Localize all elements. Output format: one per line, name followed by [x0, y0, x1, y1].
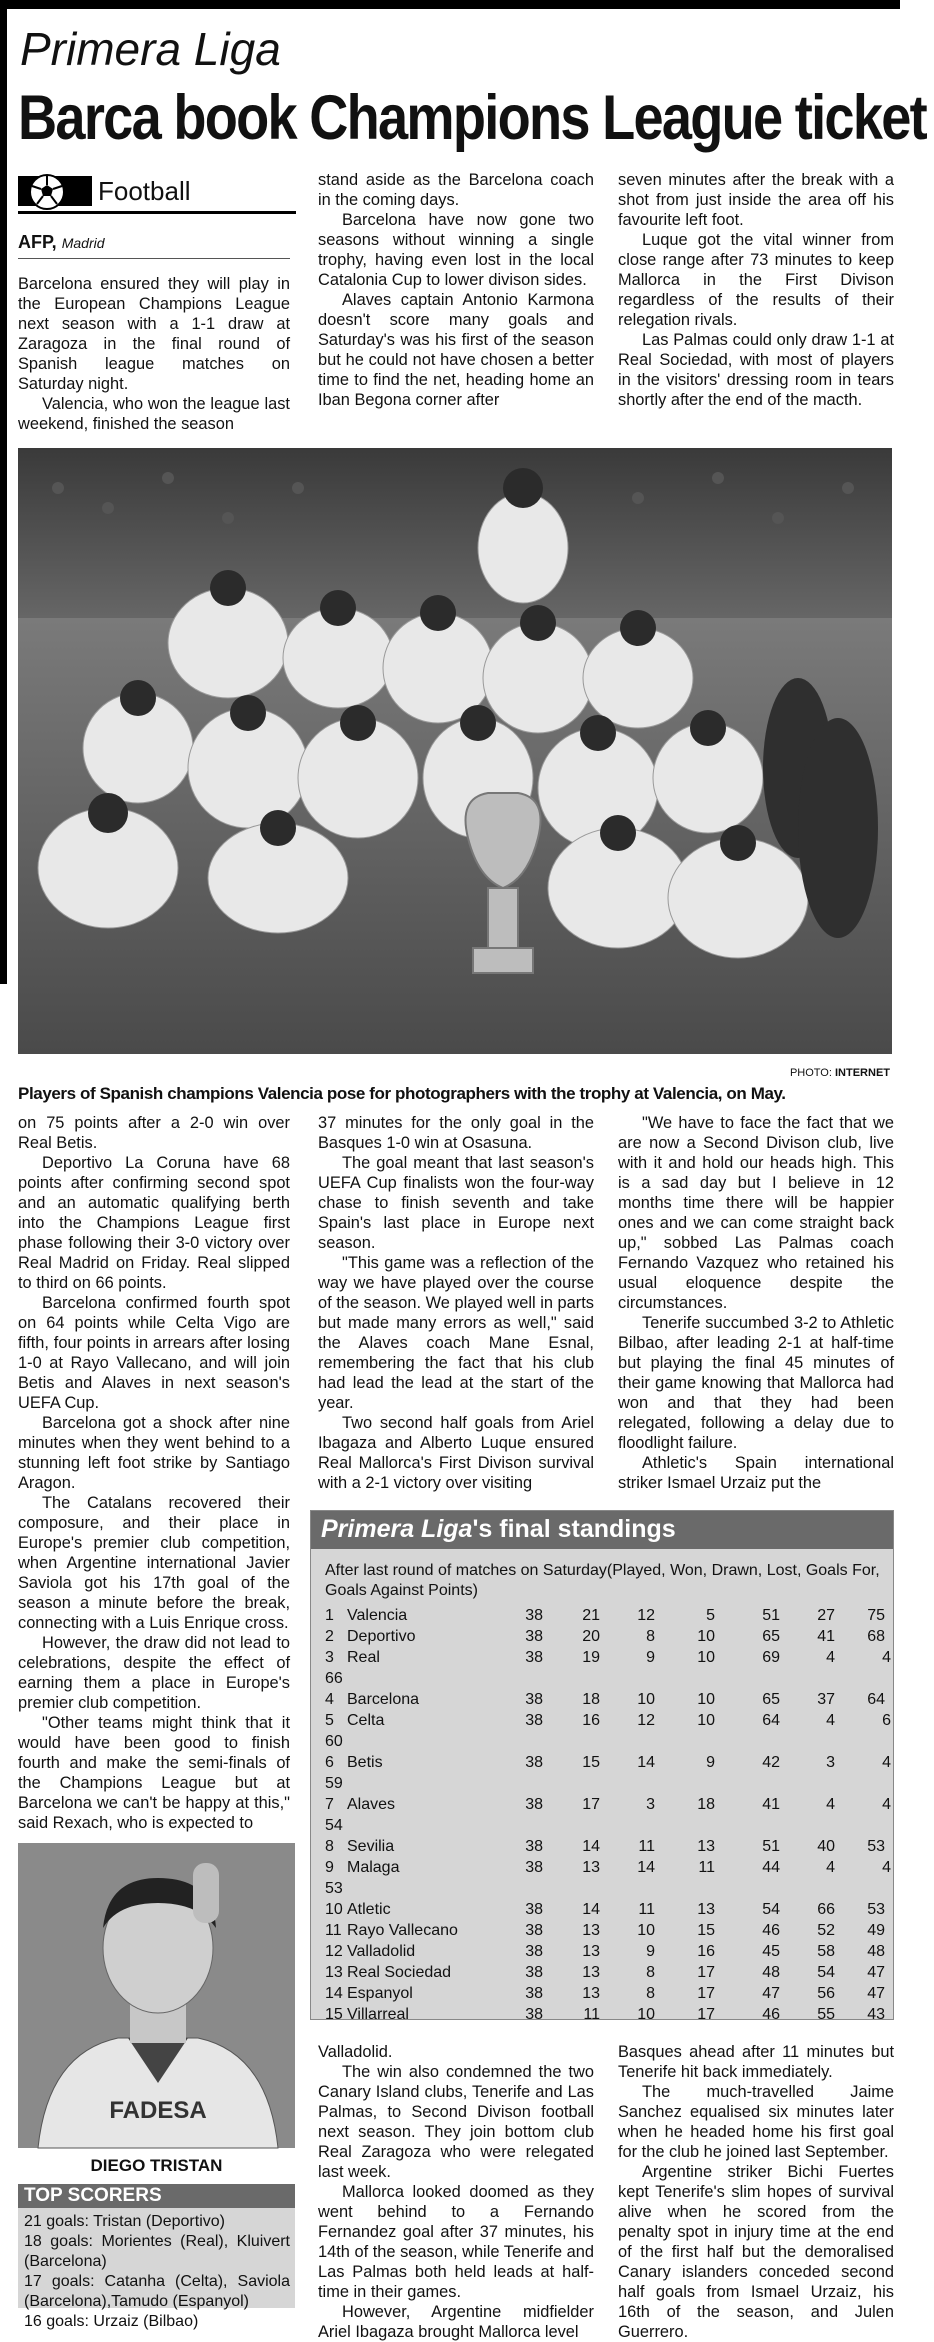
standings-cell-ga: 4 — [826, 1712, 835, 1729]
column-8 — [618, 2042, 894, 2342]
standings-cell-p: 38 — [525, 2006, 543, 2023]
paragraph: However, Argentine midfielder Ariel Ibagaza brought Mallorca level — [318, 2303, 594, 2341]
standings-cell-team: Malaga — [347, 1859, 400, 1876]
standings-cell-l: 15 — [697, 1922, 715, 1939]
team-photo-illustration — [18, 448, 892, 1054]
standings-cell-gf: 64 — [762, 1712, 780, 1729]
standings-cell-gf: 42 — [762, 1754, 780, 1771]
standings-cell-d: 10 — [637, 1922, 655, 1939]
standings-cell-gf: 41 — [762, 1796, 780, 1813]
standings-cell-d: 8 — [646, 1628, 655, 1645]
byline-rule — [18, 258, 290, 259]
paragraph: 37 minutes for the only goal in the Basques 1-0 win at Osasuna. — [318, 1114, 594, 1152]
standings-cell-team: Celta — [347, 1712, 385, 1729]
standings-row — [325, 1922, 891, 1942]
standings-cell-ga: 58 — [817, 1943, 835, 1960]
standings-cell-gf2: 4 — [882, 1754, 891, 1771]
standings-cell-l: 11 — [698, 1859, 715, 1876]
paragraph: Barcelona ensured they will play in the European Champions League next season with a 1-1 draw at Zaragoza in the final round of Spanish league matches on Saturday night. — [18, 275, 290, 393]
standings-row-wrap — [325, 1775, 891, 1795]
standings-cell-gf: 54 — [762, 1901, 780, 1918]
paragraph: "We have to face the fact that we are now a Second Divison club, live with it and hold our heads high. This is a sad day but I believe in 12 months time there will be happier ones and we can come straight back up," sobbed Las Palmas coach Fernando Vazquez who retained his usual eloquence despite the circumstances. — [618, 1114, 894, 1312]
standings-cell-p: 38 — [525, 1838, 543, 1855]
standings-cell-ga: 54 — [817, 1964, 835, 1981]
standings-cell-p: 38 — [525, 1859, 543, 1876]
standings-cell-gf: 45 — [762, 1943, 780, 1960]
standings-cell-gf: 69 — [762, 1649, 780, 1666]
paragraph: seven minutes after the break with a shot from just inside the area off his favourite left foot. — [618, 171, 894, 229]
standings-cell-w: 19 — [582, 1649, 600, 1666]
standings-cell-w: 14 — [582, 1901, 600, 1918]
paragraph: Alaves captain Antonio Karmona doesn't score many goals and Saturday's was his first of the season but he could not have chosen a better time to find the net, heading home an Iban Begona corner after — [318, 291, 594, 409]
standings-cell-gf: 46 — [762, 2006, 780, 2023]
paragraph: on 75 points after a 2-0 win over Real Betis. — [18, 1114, 290, 1152]
standings-row — [325, 1985, 891, 2005]
standings-cell-team: Rayo Vallecano — [347, 1922, 458, 1939]
standings-cell-d: 14 — [637, 1859, 655, 1876]
standings-cell-w: 13 — [582, 1964, 600, 1981]
column-4 — [18, 1113, 290, 1833]
standings-cell-w: 13 — [582, 1943, 600, 1960]
standings-cell-ga: 41 — [817, 1628, 835, 1645]
standings-cell-p: 38 — [525, 1607, 543, 1624]
paragraph: Basques ahead after 11 minutes but Tenerife hit back immediately. — [618, 2043, 894, 2081]
standings-row-wrap — [325, 1880, 891, 1900]
paragraph: Valladolid. — [318, 2043, 393, 2061]
standings-cell-pts: 53 — [867, 1838, 885, 1855]
standings-cell-d: 9 — [646, 1649, 655, 1666]
photo-caption: Players of Spanish champions Valencia pose for photographers with the trophy at Valencia, on May. — [18, 1084, 786, 1103]
standings-cell-ga: 40 — [817, 1838, 835, 1855]
standings-row — [325, 1628, 891, 1648]
standings-cell-pts: 43 — [867, 2006, 885, 2023]
paragraph: The Catalans recovered their composure, and their place in Europe's premier club competition, when Argentine international Javier Saviola got his 17th goal of the season a minute before the break, connecting with a Luis Enrique cross. — [18, 1494, 290, 1632]
standings-cell-ga: 37 — [817, 1691, 835, 1708]
standings-row — [325, 1712, 891, 1732]
football-icon — [20, 172, 66, 212]
standings-cell-p: 38 — [525, 1985, 543, 2002]
paragraph: Luque got the vital winner from close range after 73 minutes to keep Mallorca in the First Divison regardless of the results of their relegation rivals. — [618, 231, 894, 329]
standings-cell-d: 8 — [646, 1964, 655, 1981]
standings-cell-gf: 46 — [762, 1922, 780, 1939]
standings-cell-team: Real Sociedad — [347, 1964, 452, 1981]
standings-cell-pos: 11 — [325, 1922, 342, 1939]
standings-cell-gf2: 4 — [882, 1649, 891, 1666]
standings-cell-pos: 7 — [325, 1796, 334, 1813]
paragraph: Deportivo La Coruna have 68 points after confirming second spot and an automatic qualifying berth into the Champions League first phase following their 3-0 victory over Real Madrid on Friday. Real slipped to third on 66 points. — [18, 1154, 290, 1292]
column-7 — [318, 2042, 594, 2342]
standings-cell-pts: 54 — [325, 1817, 343, 1834]
column-5 — [318, 1113, 594, 1493]
standings-row-wrap — [325, 1733, 891, 1753]
standings-row — [325, 1943, 891, 1963]
standings-cell-d: 12 — [637, 1712, 655, 1729]
standings-cell-d: 3 — [646, 1796, 655, 1813]
standings-cell-pos: 5 — [325, 1712, 334, 1729]
standings-title-italic: Primera Liga — [321, 1515, 473, 1543]
standings-cell-ga: 4 — [826, 1649, 835, 1666]
standings-cell-w: 17 — [582, 1796, 600, 1813]
standings-cell-w: 15 — [582, 1754, 600, 1771]
standings-cell-d: 10 — [637, 1691, 655, 1708]
shirt-sponsor-text: FADESA — [109, 2097, 207, 2124]
standings-cell-l: 17 — [697, 1964, 715, 1981]
standings-cell-pts: 47 — [867, 1985, 885, 2002]
player-portrait — [18, 1843, 295, 2148]
standings-cell-d: 8 — [646, 1985, 655, 2002]
standings-cell-gf: 48 — [762, 1964, 780, 1981]
top-rule — [0, 0, 900, 9]
player-portrait-illustration — [18, 1843, 295, 2148]
paragraph: Barcelona got a shock after nine minutes when they went behind to a stunning left foot strike by Santiago Aragon. — [18, 1414, 290, 1492]
photo-credit — [790, 1067, 890, 1079]
paragraph: "This game was a reflection of the way we have played over the course of the season. We played well in parts but made many errors as well," said the Alaves coach Mane Esnal, remembering the fact that his club had lead the lead at the start of the year. — [318, 1254, 594, 1412]
standings-cell-d: 12 — [637, 1607, 655, 1624]
standings-cell-team: Betis — [347, 1754, 383, 1771]
paragraph: Athletic's Spain international striker Ismael Urzaiz put the — [618, 1454, 894, 1492]
standings-row — [325, 1754, 891, 1774]
standings-cell-team: Villarreal — [347, 2006, 409, 2023]
paragraph: Valencia, who won the league last weekend, finished the season — [18, 395, 290, 433]
standings-cell-ga: 56 — [817, 1985, 835, 2002]
scorer-line: 16 goals: Urzaiz (Bilbao) — [24, 2313, 199, 2330]
standings-cell-pts: 47 — [867, 1964, 885, 1981]
standings-cell-pos: 3 — [325, 1649, 334, 1666]
standings-cell-pts: 53 — [867, 1901, 885, 1918]
paragraph: Two second half goals from Ariel Ibagaza and Alberto Luque ensured Real Mallorca's First Divison survival with a 2-1 victory over visiting — [318, 1414, 594, 1492]
standings-cell-l: 5 — [706, 1607, 715, 1624]
standings-cell-ga: 55 — [817, 2006, 835, 2023]
standings-cell-team: Espanyol — [347, 1985, 413, 2002]
standings-cell-team: Valladolid — [347, 1943, 416, 1960]
standings-cell-d: 11 — [638, 1838, 655, 1855]
standings-cell-pts: 64 — [867, 1691, 885, 1708]
scorer-line: 21 goals: Tristan (Deportivo) — [24, 2213, 225, 2230]
standings-cell-ga: 4 — [826, 1796, 835, 1813]
standings-cell-gf2: 4 — [882, 1859, 891, 1876]
scorer-line: 17 goals: Catanha (Celta), Saviola (Barcelona),Tamudo (Espanyol) — [24, 2273, 290, 2310]
standings-cell-team: Atletic — [347, 1901, 391, 1918]
standings-cell-pos: 15 — [325, 2006, 343, 2023]
standings-cell-p: 38 — [525, 1754, 543, 1771]
standings-cell-l: 10 — [697, 1712, 715, 1729]
column-6 — [618, 1113, 894, 1493]
paragraph: stand aside as the Barcelona coach in the coming days. — [318, 171, 594, 209]
standings-cell-p: 38 — [525, 1691, 543, 1708]
standings-cell-ga: 3 — [826, 1754, 835, 1771]
standings-cell-team: Valencia — [347, 1607, 408, 1624]
standings-cell-l: 16 — [697, 1943, 715, 1960]
standings-cell-w: 14 — [582, 1838, 600, 1855]
paragraph: The win also condemned the two Canary Island clubs, Tenerife and Las Palmas, to Second Divison football next season. They join bottom club Real Zaragoza who were relegated last week. — [318, 2063, 594, 2181]
standings-cell-ga: 66 — [817, 1901, 835, 1918]
standings-intro: After last round of matches on Saturday(Played, Won, Drawn, Lost, Goals For, Goals Against Points) — [325, 1562, 880, 1599]
standings-box — [310, 1510, 894, 2023]
standings-cell-gf: 51 — [762, 1607, 780, 1624]
standings-cell-ga: 4 — [826, 1859, 835, 1876]
standings-row-wrap — [325, 1670, 891, 1690]
byline-agency: AFP, — [18, 232, 57, 252]
portrait-caption: DIEGO TRISTAN — [90, 2156, 223, 2175]
standings-cell-pts: 48 — [867, 1943, 885, 1960]
standings-cell-w: 18 — [582, 1691, 600, 1708]
photo-credit-label: PHOTO: — [789, 1067, 832, 1079]
paragraph: However, the draw did not lead to celebrations, despite the effect of earning them a place in Europe's premier club competition. — [18, 1634, 290, 1712]
paragraph: Argentine striker Bichi Fuertes kept Tenerife's slim hopes of survival alive when he scored from the penalty spot in injury time at the end of the first half but the demoralised Canary islanders conceded second half goals from Ismael Urzaiz, his 16th of the season, and Julen Guerrero. — [618, 2163, 894, 2341]
standings-cell-p: 38 — [525, 1943, 543, 1960]
standings-row — [325, 1901, 891, 1921]
photo-credit-source: INTERNET — [835, 1067, 890, 1079]
paragraph: The goal meant that last season's UEFA Cup finalists won the four-way chase to finish seventh and take Spain's last place in Europe next season. — [318, 1154, 594, 1252]
standings-cell-pts: 75 — [867, 1607, 885, 1624]
standings-cell-pts: 49 — [867, 1922, 885, 1939]
standings-cell-l: 9 — [706, 1754, 715, 1771]
paragraph: Barcelona have now gone two seasons without winning a single trophy, having even lost in the local Catalonia Cup to lower divison sides. — [318, 211, 594, 289]
paragraph: Barcelona confirmed fourth spot on 64 points while Celta Vigo are fifth, four points in arrears after losing 1-0 at Rayo Vallecano, and will join Betis and Alaves in next season's UEFA Cup. — [18, 1294, 290, 1412]
standings-cell-l: 13 — [697, 1901, 715, 1918]
standings-cell-l: 10 — [697, 1628, 715, 1645]
top-scorers-title: TOP SCORERS — [18, 2184, 295, 2208]
standings-cell-gf2: 4 — [882, 1796, 891, 1813]
standings-cell-p: 38 — [525, 1922, 543, 1939]
standings-row — [325, 1838, 891, 1858]
byline — [18, 232, 105, 253]
standings-cell-pos: 4 — [325, 1691, 334, 1708]
standings-cell-l: 10 — [697, 1649, 715, 1666]
paragraph: "Other teams might think that it would have been good to finish fourth and make the semi-finals of the Champions League but at Barcelona we can't be happy at this," said Rexach, who is expected to — [18, 1714, 290, 1832]
standings-cell-pts: 66 — [325, 1670, 343, 1687]
standings-cell-l: 10 — [697, 1691, 715, 1708]
standings-row — [325, 1964, 891, 1984]
column-2 — [318, 170, 594, 410]
standings-cell-pos: 6 — [325, 1754, 334, 1771]
standings-cell-w: 20 — [582, 1628, 600, 1645]
standings-cell-pos: 9 — [325, 1859, 334, 1876]
paragraph: The much-travelled Jaime Sanchez equalised six minutes later when he headed home his first goal for the club he joined last September. — [618, 2083, 894, 2161]
standings-row — [325, 1796, 891, 1816]
column-1 — [18, 274, 290, 434]
standings-cell-d: 10 — [637, 2006, 655, 2023]
standings-row — [325, 1649, 891, 1669]
standings-cell-team: Barcelona — [347, 1691, 420, 1708]
standings-cell-gf: 47 — [762, 1985, 780, 2002]
kicker: Primera Liga — [20, 23, 281, 75]
standings-cell-l: 17 — [697, 2006, 715, 2023]
standings-cell-gf: 44 — [762, 1859, 780, 1876]
standings-cell-d: 9 — [646, 1943, 655, 1960]
standings-cell-pts: 68 — [867, 1628, 885, 1645]
paragraph: Mallorca looked doomed as they went behind to a Fernando Fernandez goal after 37 minutes, his 14th of the season, while Tenerife and Las Palmas both held leads at half-time in their games. — [318, 2183, 594, 2301]
standings-cell-pos: 8 — [325, 1838, 334, 1855]
standings-cell-l: 17 — [697, 1985, 715, 2002]
standings-cell-p: 38 — [525, 1649, 543, 1666]
standings-cell-p: 38 — [525, 1964, 543, 1981]
standings-cell-pts: 60 — [325, 1733, 343, 1750]
standings-title — [311, 1511, 893, 1549]
standings-cell-w: 13 — [582, 1985, 600, 2002]
standings-cell-ga: 27 — [817, 1607, 835, 1624]
standings-cell-gf2: 6 — [882, 1712, 891, 1729]
standings-cell-w: 13 — [582, 1922, 600, 1939]
standings-cell-p: 38 — [525, 1628, 543, 1645]
headline: Barca book Champions League ticket — [18, 83, 926, 153]
scorer-line: 18 goals: Morientes (Real), Kluivert (Barcelona) — [24, 2233, 290, 2270]
standings-cell-gf: 65 — [762, 1691, 780, 1708]
left-rule — [0, 9, 7, 984]
standings-cell-pos: 13 — [325, 1964, 343, 1981]
standings-cell-p: 38 — [525, 1901, 543, 1918]
standings-cell-pos: 10 — [325, 1901, 343, 1918]
standings-cell-gf: 65 — [762, 1628, 780, 1645]
column-3 — [618, 170, 894, 410]
paragraph: Tenerife succumbed 3-2 to Athletic Bilbao, after leading 2-1 at half-time but playing the final 45 minutes of their game knowing that Mallorca had won and that they had been relegated, following a delay due to floodlight failure. — [618, 1314, 894, 1452]
standings-cell-pts: 59 — [325, 1775, 343, 1792]
standings-cell-l: 18 — [697, 1796, 715, 1813]
standings-cell-l: 13 — [697, 1838, 715, 1855]
standings-cell-team: Real — [347, 1649, 380, 1666]
section-header — [18, 172, 296, 214]
standings-cell-p: 38 — [525, 1712, 543, 1729]
standings-row — [325, 1859, 891, 1879]
standings-cell-gf: 51 — [762, 1838, 780, 1855]
standings-row — [325, 1607, 891, 1627]
standings-cell-w: 11 — [583, 2006, 600, 2023]
standings-cell-team: Alaves — [347, 1796, 396, 1813]
paragraph: Las Palmas could only draw 1-1 at Real Sociedad, with most of players in the visitors' dressing room in tears shortly after the end of the macth. — [618, 331, 894, 409]
standings-cell-pos: 2 — [325, 1628, 334, 1645]
top-scorers-box — [18, 2184, 295, 2330]
standings-row — [325, 2006, 891, 2026]
standings-title-rest: 's final standings — [472, 1515, 676, 1543]
team-photo — [18, 448, 892, 1054]
standings-cell-team: Deportivo — [347, 1628, 416, 1645]
standings-cell-ga: 52 — [817, 1922, 835, 1939]
section-label: Football — [98, 176, 191, 206]
standings-cell-pos: 14 — [325, 1985, 343, 2002]
top-scorers-list — [24, 2212, 290, 2332]
byline-place: Madrid — [61, 235, 105, 251]
standings-row-wrap — [325, 1817, 891, 1837]
standings-cell-d: 11 — [638, 1901, 655, 1918]
standings-row — [325, 1691, 891, 1711]
standings-cell-w: 16 — [582, 1712, 600, 1729]
standings-cell-w: 21 — [582, 1607, 600, 1624]
standings-cell-p: 38 — [525, 1796, 543, 1813]
standings-cell-pts: 53 — [325, 1880, 343, 1897]
standings-cell-pos: 1 — [325, 1607, 334, 1624]
standings-cell-team: Sevilia — [347, 1838, 395, 1855]
standings-cell-d: 14 — [637, 1754, 655, 1771]
standings-cell-pos: 12 — [325, 1943, 343, 1960]
standings-cell-w: 13 — [582, 1859, 600, 1876]
